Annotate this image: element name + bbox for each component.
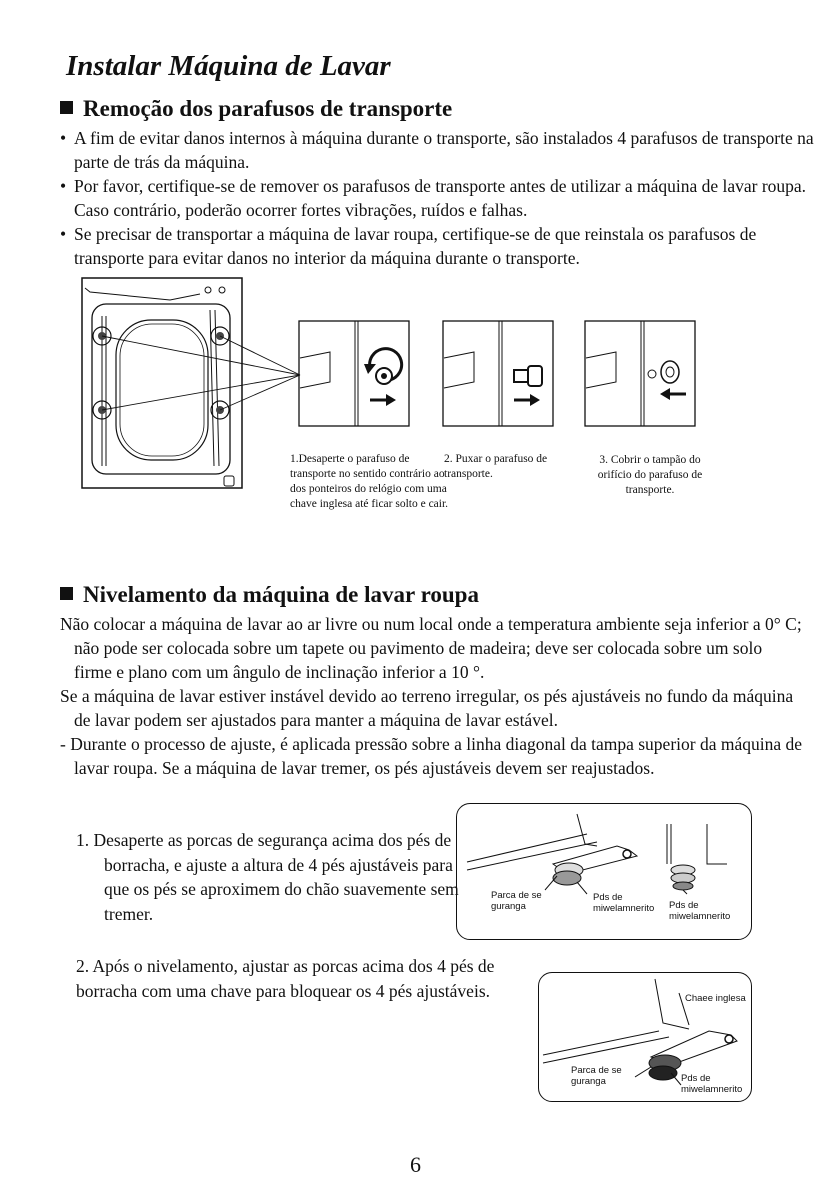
step-3-illustration: [584, 320, 704, 432]
leveling-figure-1: [456, 803, 752, 940]
heading-square-icon: [60, 101, 73, 114]
fig2-nut-label: Parca de se guranga: [571, 1065, 622, 1087]
machine-back-illustration: [80, 276, 305, 511]
step-2-caption: 2. Puxar o parafuso de transporte.: [444, 453, 548, 480]
leveling-step-2: 2. Após o nivelamento, ajustar as porcas acima dos 4 pés de borracha com uma chave para bloquear os 4 pés ajustáveis.: [76, 956, 495, 1001]
leveling-paragraph-3: - Durante o processo de ajuste, é aplicada pressão sobre a linha diagonal da tampa superior da máquina de lavar roupa. Se a máquina de lavar tremer, os pés ajustáveis devem ser reajustados.: [60, 734, 803, 778]
leveling-step-1: 1. Desaperte as porcas de segurança acima dos pés de borracha, e ajuste a altura de 4 pés ajustáveis para que os pés se aproximem do chão suavemente sem tremer.: [76, 830, 459, 924]
page-number: 6: [410, 1152, 421, 1177]
fig2-wrench-label: Chaee inglesa: [685, 993, 751, 1004]
fig1-nut-label: Parca de se guranga: [491, 890, 542, 912]
step-2-illustration: [442, 320, 562, 432]
fig1-foot-label-1: Pds de miwelamnerito: [593, 892, 655, 914]
leveling-heading: Nivelamento da máquina de lavar roupa: [60, 582, 479, 608]
transport-bullet-2: • Por favor, certifique-se de remover os parafusos de transporte antes de utilizar a máquina de lavar roupa. Caso contrário, poderão ocorrer fortes vibrações, ruídos e falhas.: [60, 174, 814, 222]
step-3-caption: 3. Cobrir o tampão do orifício do parafuso de transporte.: [597, 454, 703, 496]
fig1-foot-label-2: Pds de miwelamnerito: [669, 900, 731, 922]
page-title: Instalar Máquina de Lavar: [66, 50, 391, 82]
step-1-illustration: [298, 320, 418, 432]
fig2-foot-label: Pds de miwelamnerito: [681, 1073, 743, 1095]
step-1-caption: 1.Desaperte o parafuso de transporte no sentido contrário ao dos ponteiros do relógio com uma chave inglesa até ficar solto e cair.: [290, 453, 449, 510]
transport-bullet-1: • A fim de evitar danos internos à máquina durante o transporte, são instalados 4 parafusos de transporte na parte de trás da máquina.: [60, 126, 814, 174]
leveling-paragraph-2: Se a máquina de lavar estiver instável devido ao terreno irregular, os pés ajustáveis no fundo da máquina de lavar podem ser ajustados para manter a máquina de lavar estável.: [60, 686, 794, 730]
transport-heading: Remoção dos parafusos de transporte: [60, 96, 452, 122]
leveling-figure-2: [538, 972, 752, 1102]
leveling-paragraph-1: Não colocar a máquina de lavar ao ar livre ou num local onde a temperatura ambiente seja inferior a 0° C; não pode ser colocada sobre um tapete ou pavimento de madeira; deve ser colocada sobre um solo firme e plano com um ângulo de inclinação inferior a 10 °.: [60, 614, 802, 682]
heading-square-icon: [60, 587, 73, 600]
transport-bullet-3: • Se precisar de transportar a máquina de lavar roupa, certifique-se de que reinstala os parafusos de transporte para evitar danos no interior da máquina durante o transporte.: [60, 222, 814, 270]
